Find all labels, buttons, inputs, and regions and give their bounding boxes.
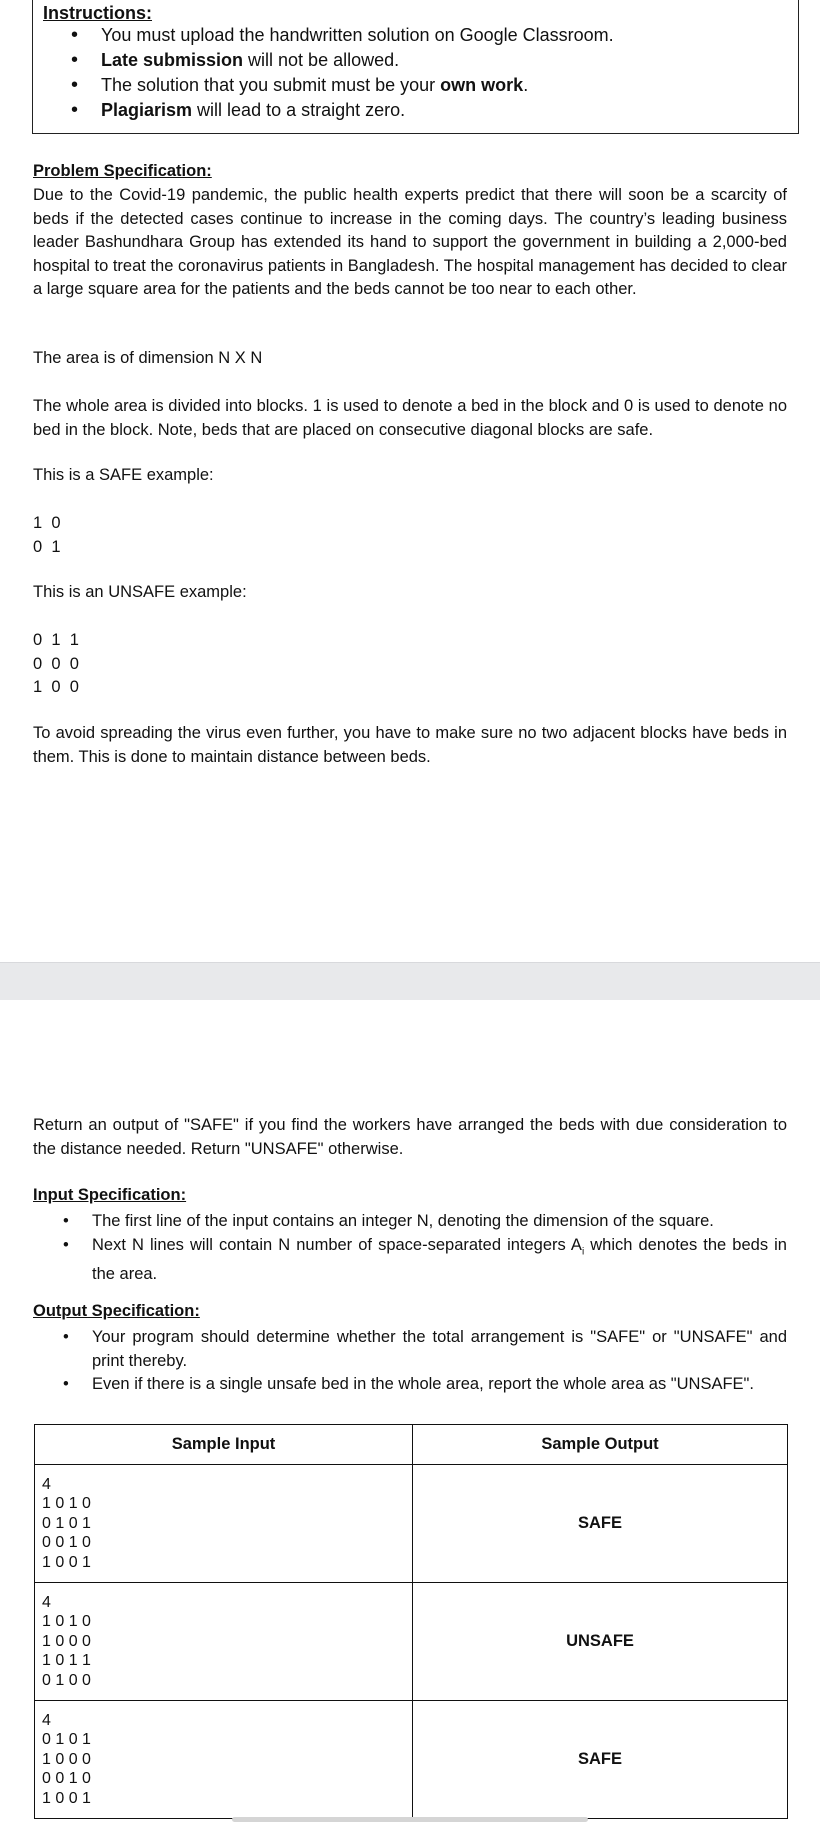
instructions-list xyxy=(33,23,614,123)
table-row xyxy=(35,1701,788,1819)
output-spec-list xyxy=(33,1326,787,1397)
input-spec-heading: Input Specification: xyxy=(33,1186,187,1204)
instruction-item: • Late submission will not be allowed. xyxy=(33,48,614,73)
table-row xyxy=(35,1465,788,1583)
avoid-text: To avoid spreading the virus even further, you have to make sure no two adjacent blocks have beds in them. This is done to maintain distance between beds. xyxy=(33,724,787,766)
safe-example-label: This is a SAFE example: xyxy=(33,466,214,484)
unsafe-example-label: This is an UNSAFE example: xyxy=(33,583,247,601)
list-item: • Next N lines will contain N number of space-separated integers $A_i$ which denotes the beds in the area. xyxy=(33,1234,787,1287)
output-spec-heading: Output Specification: xyxy=(33,1302,200,1320)
problem-heading: Problem Specification: xyxy=(33,162,212,180)
instructions-box xyxy=(32,0,799,134)
sample-input-cell: 4 1 0 1 0 0 1 0 1 0 0 1 0 1 0 0 1 xyxy=(35,1465,413,1583)
sample-output-cell: SAFE xyxy=(413,1465,788,1583)
document-page-2 xyxy=(0,1000,820,1824)
sample-input-cell: 4 1 0 1 0 1 0 0 0 1 0 1 1 0 1 0 0 xyxy=(35,1583,413,1701)
problem-intro: Due to the Covid-19 pandemic, the public health experts predict that there will soon be a scarcity of beds if the detected cases continue to increase in the coming days. The country’s leading business leader Bashundhara Group has extended its hand to support the government in building a 2,000-bed hospital to treat the coronavirus patients in Bangladesh. The hospital management has decided to clear a large square area for the patients and the beds cannot be too near to each other. xyxy=(33,186,787,298)
list-item: • Even if there is a single unsafe bed in the whole area, report the whole area as "UNSAFE". xyxy=(33,1373,787,1397)
sample-output-cell: SAFE xyxy=(413,1701,788,1819)
sample-output-header: Sample Output xyxy=(413,1425,788,1465)
instruction-item: • You must upload the handwritten solution on Google Classroom. xyxy=(33,23,614,48)
samples-table xyxy=(34,1424,788,1819)
sample-output-cell: UNSAFE xyxy=(413,1583,788,1701)
blocks-text: The whole area is divided into blocks. 1 is used to denote a bed in the block and 0 is used to denote no bed in the block. Note, beds that are placed on consecutive diagonal blocks are safe. xyxy=(33,397,787,439)
dimension-text: The area is of dimension N X N xyxy=(33,349,263,367)
sample-input-cell: 4 0 1 0 1 1 0 0 0 0 0 1 0 1 0 0 1 xyxy=(35,1701,413,1819)
return-text: Return an output of "SAFE" if you find the workers have arranged the beds with due consideration to the distance needed. Return "UNSAFE" otherwise. xyxy=(33,1116,787,1158)
safe-example-matrix: 1 0 0 1 xyxy=(33,514,61,556)
instructions-title: Instructions: xyxy=(43,3,153,23)
list-item: • Your program should determine whether the total arrangement is "SAFE" or "UNSAFE" and print thereby. xyxy=(33,1326,787,1373)
sample-input-header: Sample Input xyxy=(35,1425,413,1465)
unsafe-example-matrix: 0 1 1 0 0 0 1 0 0 xyxy=(33,631,79,696)
instruction-item: • The solution that you submit must be your own work. xyxy=(33,73,614,98)
table-row xyxy=(35,1583,788,1701)
horizontal-scrollbar[interactable] xyxy=(232,1817,588,1822)
page-separator xyxy=(0,962,820,1001)
instruction-item: • Plagiarism will lead to a straight zero. xyxy=(33,98,614,123)
list-item: • The first line of the input contains an integer N, denoting the dimension of the square. xyxy=(33,1210,787,1234)
input-spec-list xyxy=(33,1210,787,1287)
